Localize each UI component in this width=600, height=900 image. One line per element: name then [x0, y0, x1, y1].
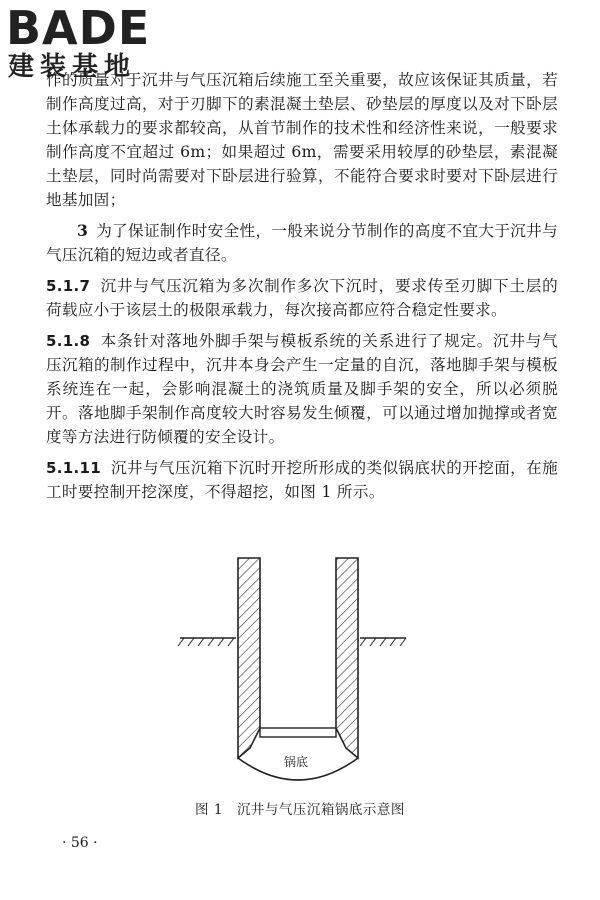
- concrete-cushion: [260, 728, 336, 737]
- paragraph-continued: [46, 68, 558, 212]
- figure-caption-text: 沉井与气压沉箱锅底示意图: [236, 802, 405, 818]
- pot-bottom-label: 锅底: [284, 755, 309, 769]
- paragraph-section-5-1-7: [46, 274, 558, 322]
- logo-latin-text: BADE: [6, 1, 151, 55]
- paragraph-text: 为了保证制作时安全性，一般来说分节制作的高度不宜大于沉井与气压沉箱的短边或者直径。: [46, 222, 558, 264]
- ground-right: [360, 638, 406, 646]
- paragraph-section-5-1-11: [46, 456, 558, 504]
- figure-caption-label: 图 1: [195, 802, 223, 818]
- section-number: 5.1.8: [46, 332, 91, 350]
- ground-left: [178, 638, 236, 646]
- logo-chinese-text: 建装基地: [8, 52, 137, 82]
- paragraph-text: 沉井与气压沉箱下沉时开挖所形成的类似锅底状的开挖面，在施工时要控制开挖深度，不得超挖，如图 1 所示。: [46, 459, 558, 501]
- paragraph-section-5-1-8: [46, 329, 558, 449]
- paragraph-text: 本条针对落地外脚手架与模板系统的关系进行了规定。沉井与气压沉箱的制作过程中，沉井本身会产生一定量的自沉，落地脚手架与模板系统连在一起，会影响混凝土的浇筑质量及脚手架的安全，所以必须脱开。落地脚手架制作高度较大时容易发生倾覆，可以通过增加抛撑或者宽度等方法进行防倾覆的安全设计。: [46, 332, 558, 446]
- figure-caption: [0, 798, 600, 818]
- item-number: 3: [77, 221, 89, 240]
- paragraph-text: 作的质量对于沉井与气压沉箱后续施工至关重要，故应该保证其质量，若制作高度过高，对于刃脚下的素混凝土垫层、砂垫层的厚度以及对下卧层土体承载力的要求都较高，从首节制作的技术性和经济性来说，一般要求制作高度不宜超过 6m；如果超过 6m，需要采用较厚的砂垫层，素混凝土垫层，同时尚需要对下卧层进行验算，不能符合要求时要对下卧层进行地基加固；: [46, 71, 558, 209]
- caisson-wall-left: [238, 558, 260, 758]
- section-number: 5.1.11: [46, 459, 101, 477]
- paragraph-item-3: [46, 219, 558, 267]
- section-number: 5.1.7: [46, 277, 91, 295]
- caisson-wall-right: [336, 558, 358, 758]
- body-text: [46, 68, 558, 504]
- caisson-figure: [176, 552, 408, 802]
- page-number: · 56 ·: [62, 835, 98, 851]
- paragraph-text: 沉井与气压沉箱为多次制作多次下沉时，要求传至刃脚下土层的荷载应小于该层土的极限承载力，每次接高都应符合稳定性要求。: [46, 277, 558, 319]
